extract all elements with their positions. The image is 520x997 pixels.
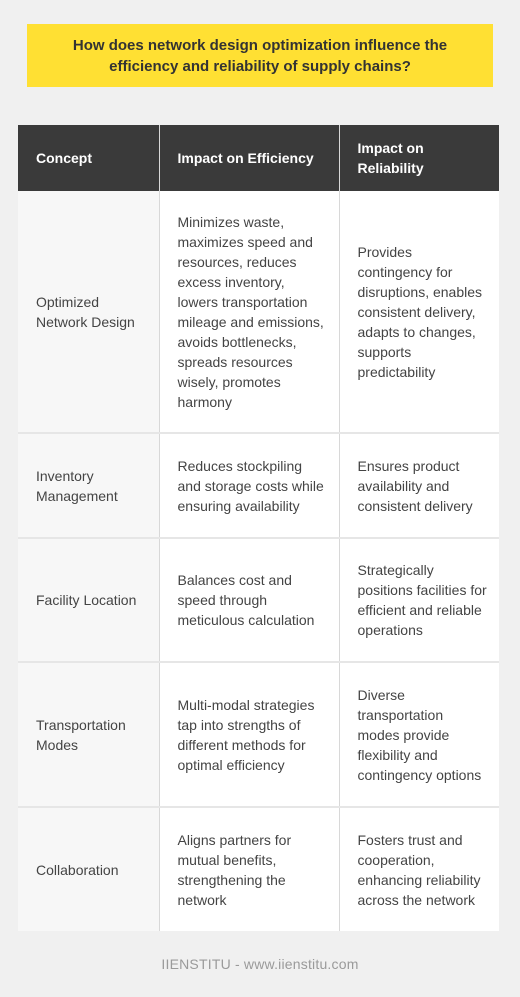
concept-cell: Transportation Modes	[18, 662, 159, 807]
reliability-cell: Ensures product availability and consistent delivery	[339, 433, 499, 538]
efficiency-cell: Reduces stockpiling and storage costs while ensuring availability	[159, 433, 339, 538]
concept-cell: Collaboration	[18, 807, 159, 931]
efficiency-cell: Multi-modal strategies tap into strengths of different methods for optimal efficiency	[159, 662, 339, 807]
table-row	[18, 538, 499, 662]
concept-cell: Facility Location	[18, 538, 159, 662]
reliability-cell: Provides contingency for disruptions, enables consistent delivery, adapts to changes, supports predictability	[339, 191, 499, 433]
comparison-table	[18, 125, 499, 931]
table-row	[18, 807, 499, 931]
table-row	[18, 191, 499, 433]
table-row	[18, 433, 499, 538]
header-concept: Concept	[18, 125, 159, 191]
header-efficiency: Impact on Efficiency	[159, 125, 339, 191]
reliability-cell: Strategically positions facilities for efficient and reliable operations	[339, 538, 499, 662]
concept-cell: Inventory Management	[18, 433, 159, 538]
efficiency-cell: Minimizes waste, maximizes speed and resources, reduces excess inventory, lowers transportation mileage and emissions, avoids bottlenecks, spreads resources wisely, promotes harmony	[159, 191, 339, 433]
table-header-row	[18, 125, 499, 191]
page-title: How does network design optimization influence the efficiency and reliability of supply chains?	[27, 24, 493, 87]
table-row	[18, 662, 499, 807]
reliability-cell: Diverse transportation modes provide flexibility and contingency options	[339, 662, 499, 807]
header-reliability: Impact on Reliability	[339, 125, 499, 191]
efficiency-cell: Aligns partners for mutual benefits, strengthening the network	[159, 807, 339, 931]
footer-credit: IIENSTITU - www.iienstitu.com	[161, 956, 359, 972]
efficiency-cell: Balances cost and speed through meticulous calculation	[159, 538, 339, 662]
concept-cell: Optimized Network Design	[18, 191, 159, 433]
reliability-cell: Fosters trust and cooperation, enhancing reliability across the network	[339, 807, 499, 931]
